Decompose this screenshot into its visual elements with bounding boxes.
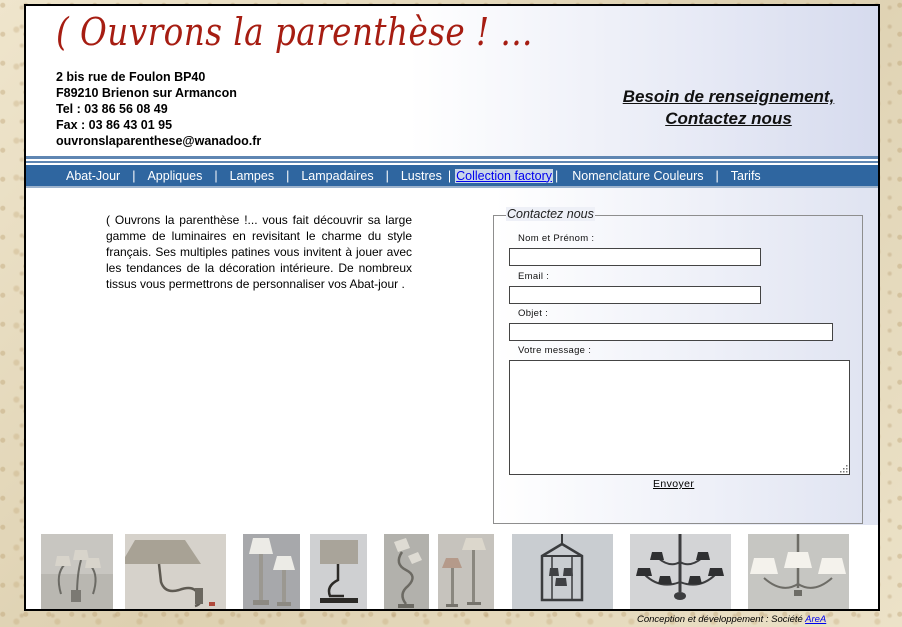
contact-callout-line-1[interactable]: Besoin de renseignement,	[622, 87, 835, 106]
footer-credit-text: Conception et développement : Société	[637, 614, 806, 625]
page-frame	[24, 4, 880, 611]
thumb-chandelier-white[interactable]	[748, 534, 849, 610]
address-city: F89210 Brienon sur Armancon	[56, 86, 237, 100]
thumb-chandelier-tiered[interactable]	[630, 534, 731, 610]
resize-grip-icon[interactable]	[838, 463, 848, 473]
submit-button[interactable]: Envoyer	[653, 478, 695, 490]
nav-separator: |	[554, 168, 559, 183]
message-label: Votre message :	[518, 345, 592, 356]
contact-callout-line-2[interactable]: Contactez nous	[665, 109, 792, 128]
email-input[interactable]	[509, 286, 761, 304]
footer-credit-link[interactable]: AreA	[805, 614, 827, 625]
nav-item-lampadaires[interactable]: Lampadaires	[301, 168, 374, 183]
address-email: ouvronslaparenthese@wanadoo.fr	[56, 134, 262, 148]
site-logo[interactable]: ( Ouvrons la parenthèse ! ...	[56, 10, 533, 54]
thumb-wall-sconce-triple[interactable]	[41, 534, 113, 610]
thumb-lantern-chandelier[interactable]	[512, 534, 613, 610]
subject-input[interactable]	[509, 323, 833, 341]
nav-item-collection-factory[interactable]: Collection factory	[456, 168, 552, 183]
nav-separator: |	[214, 168, 218, 183]
contact-form	[493, 207, 863, 524]
nav-item-lampes[interactable]: Lampes	[229, 168, 275, 183]
email-label: Email :	[518, 271, 550, 282]
contact-callout-link[interactable]	[611, 86, 846, 130]
message-textarea[interactable]	[509, 360, 850, 475]
nav-separator: |	[447, 168, 452, 183]
intro-text: ( Ouvrons la parenthèse !... vous fait découvrir sa large gamme de luminaires en revisitant le charme du style français. Ses multiples patines vous invitent à jouer avec les tendances de la décoration intérieure. De nombreux tissus vous permettrons de personnaliser vos Abat-jour .	[106, 213, 412, 291]
nav-item-nomenclature-couleurs[interactable]: Nomenclature Couleurs	[572, 168, 704, 183]
name-input[interactable]	[509, 248, 761, 266]
nav-item-appliques[interactable]: Appliques	[147, 168, 203, 183]
thumb-floor-lamps-pair[interactable]	[438, 534, 494, 610]
thumb-desk-lamp-rectangular[interactable]	[310, 534, 367, 610]
main-nav	[26, 165, 878, 186]
nav-item-tarifs[interactable]: Tarifs	[730, 168, 761, 183]
thumb-table-lamps-pair[interactable]	[243, 534, 300, 610]
nav-item-lustres[interactable]: Lustres	[400, 168, 442, 183]
subject-label: Objet :	[518, 308, 549, 319]
thumb-floor-lamp-scroll[interactable]	[384, 534, 429, 610]
nav-item-abat-jour[interactable]: Abat-Jour	[66, 168, 121, 183]
nav-separator: |	[715, 168, 719, 183]
footer-credit	[637, 614, 826, 625]
nav-separator: |	[385, 168, 389, 183]
nav-separator: |	[286, 168, 290, 183]
nav-separator: |	[132, 168, 136, 183]
product-thumbnails	[26, 526, 878, 609]
address-street: 2 bis rue de Foulon BP40	[56, 70, 206, 84]
nav-stripe-2	[26, 161, 878, 163]
thumb-wall-sconce-shade[interactable]	[125, 534, 226, 610]
address-block	[56, 69, 261, 149]
address-phone: Tel : 03 86 56 08 49	[56, 102, 168, 116]
nav-stripe-1	[26, 156, 878, 159]
contact-form-legend: Contactez nous	[507, 207, 594, 221]
name-label: Nom et Prénom :	[518, 233, 595, 244]
address-fax: Fax : 03 86 43 01 95	[56, 118, 173, 132]
header	[26, 6, 878, 156]
main-content	[26, 188, 878, 525]
